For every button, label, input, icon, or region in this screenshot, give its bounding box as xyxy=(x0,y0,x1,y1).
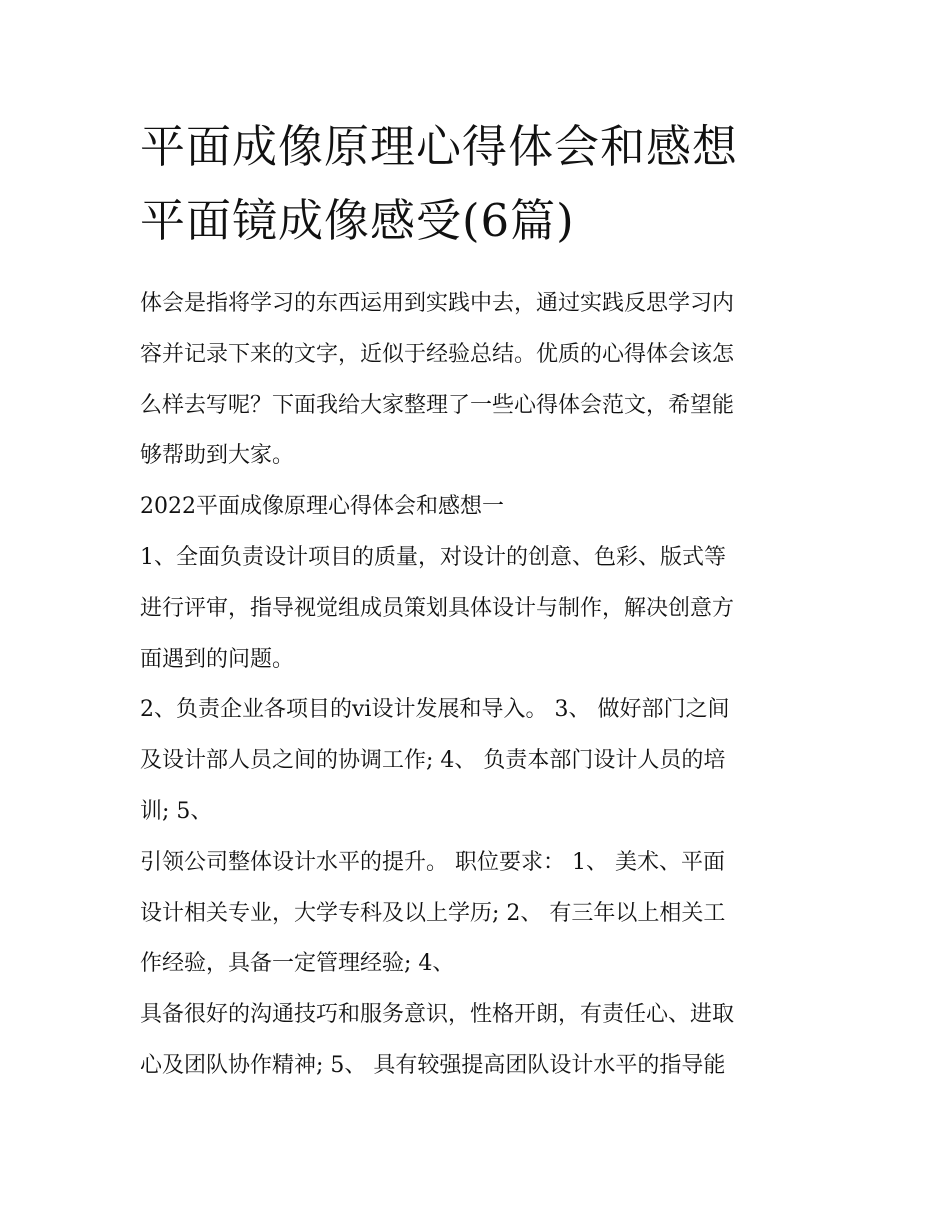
text-line: 2022平面成像原理心得体会和感想一 xyxy=(140,494,504,520)
text-line: 及设计部人员之间的协调工作; 4、 负责本部门设计人员的培 xyxy=(140,748,726,774)
section-heading xyxy=(140,482,820,533)
text-line: 心及团队协作精神; 5、 具有较强提高团队设计水平的指导能 xyxy=(140,1052,726,1078)
text-line: 面遇到的问题。 xyxy=(140,646,295,672)
text-line: 作经验，具备一定管理经验; 4、 xyxy=(140,951,455,977)
text-line: 2、负责企业各项目的vi设计发展和导入。 3、 做好部门之间 xyxy=(140,697,730,723)
text-line: 进行评审，指导视觉组成员策划具体设计与制作，解决创意方 xyxy=(140,595,735,621)
requirements-paragraph xyxy=(140,838,820,990)
text-line: 训; 5、 xyxy=(140,798,213,824)
text-line: 体会是指将学习的东西运用到实践中去，通过实践反思学习内 xyxy=(140,291,735,316)
text-line: 具备很好的沟通技巧和服务意识，性格开朗，有责任心、进取 xyxy=(140,1002,735,1028)
text-line: 1、全面负责设计项目的质量，对设计的创意、色彩、版式等 xyxy=(140,544,726,570)
title-line-2: 平面镜成像感受(6篇) xyxy=(140,194,575,247)
text-line: 么样去写呢？下面我给大家整理了一些心得体会范文，希望能 xyxy=(140,392,735,418)
text-line: 容并记录下来的文字，近似于经验总结。优质的心得体会该怎 xyxy=(140,341,735,367)
intro-paragraph xyxy=(140,279,820,482)
text-line: 设计相关专业，大学专科及以上学历; 2、 有三年以上相关工 xyxy=(140,900,726,926)
title-line-1: 平面成像原理心得体会和感想 xyxy=(140,120,739,173)
duty-paragraph-1 xyxy=(140,533,820,685)
document-body xyxy=(140,279,820,1092)
duty-paragraph-2 xyxy=(140,685,820,837)
skills-paragraph xyxy=(140,990,820,1092)
text-line: 够帮助到大家。 xyxy=(140,443,295,469)
document-title xyxy=(140,110,840,258)
text-line: 引领公司整体设计水平的提升。 职位要求： 1、 美术、平面 xyxy=(140,849,725,875)
